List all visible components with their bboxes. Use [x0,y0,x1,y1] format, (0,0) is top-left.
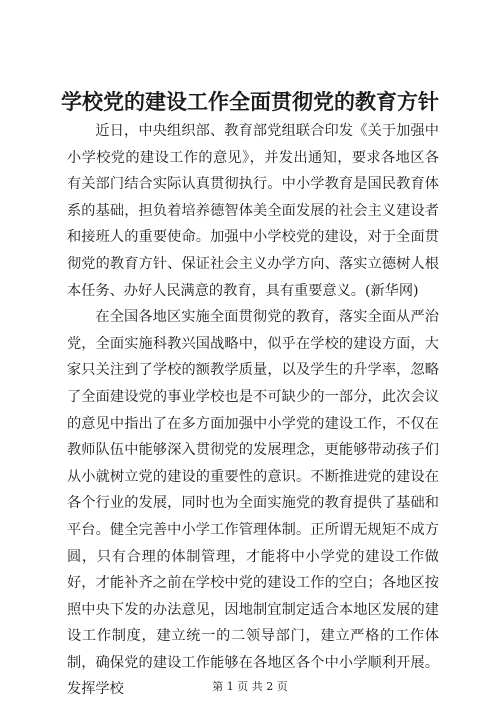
page-footer: 第 1 页 共 2 页 [212,680,288,693]
document-title: 学校党的建设工作全面贯彻党的教育方针 [61,89,439,114]
paragraph-1: 近日，中央组织部、教育部党组联合印发《关于加强中小学校党的建设工作的意见》，并发出通知，要求各地区各有关部门结合实际认真贯彻执行。中小学教育是国民教育体系的基础，担负着培养德智体美全面发展的社会主义建设者和接班人的重要使命。加强中小学校党的建设，对于全面贯彻党的教育方针、保证社会主义办学方向、落实立德树人根本任务、办好人民满意的教育，具有重要意义。(新华网) [67,123,439,299]
document-body [67,118,439,703]
paragraph-2: 在全国各地区实施全面贯彻党的教育，落实全面从严治党，全面实施科教兴国战略中，似乎在学校的建设方面，大家只关注到了学校的额教学质量，以及学生的升学率，忽略了全面建设党的事业学校也是不可缺少的一部分，此次会议的意见中指出了在多方面加强中小学党的建设工作，不仅在教师队伍中能够深入贯彻党的发展理念，更能够带动孩子们从小就树立党的建设的重要性的意识。不断推进党的建设在各个行业的发展，同时也为全面实施党的教育提供了基础和平台。健全完善中小学工作管理体制。正所谓无规矩不成方圆，只有合理的体制管理，才能将中小学党的建设工作做好，才能补齐之前在学校中党的建设工作的空白；各地区按照中央下发的办法意见，因地制宜制定适合本地区发展的建设工作制度，建立统一的二领导部门，建立严格的工作体制，确保党的建设工作能够在各地区各个中小学顺利开展。发挥学校 [67,309,439,698]
